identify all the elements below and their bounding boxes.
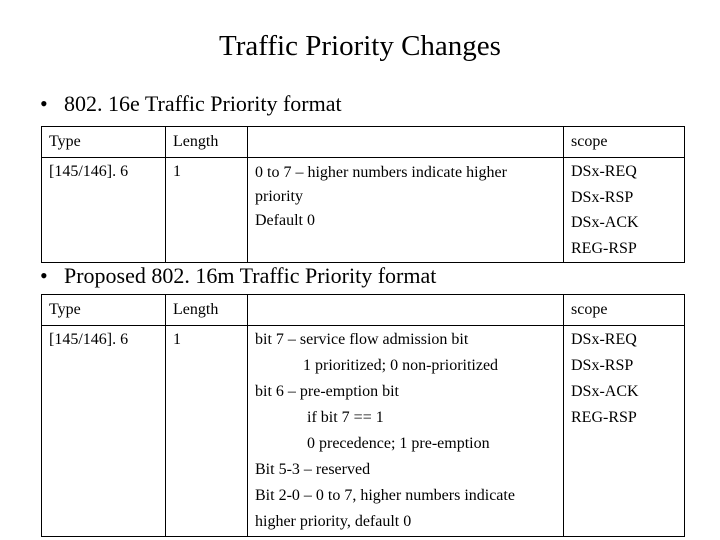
scope-item: DSx-ACK [571,383,639,400]
cell-scope [564,158,685,263]
desc-line: higher priority, default 0 [255,513,412,530]
scope-item: DSx-REQ [571,163,637,180]
header-type: Type [42,295,166,326]
slide-title: Traffic Priority Changes [219,30,501,62]
table-row [42,326,685,537]
cell-length: 1 [166,158,248,263]
desc-line: 0 to 7 – higher numbers indicate higher priority [255,164,507,205]
table-header-row [42,127,685,158]
header-blank [248,295,564,326]
cell-scope [564,326,685,537]
scope-item: DSx-ACK [571,214,639,231]
table-802-16e [41,126,685,263]
desc-line: if bit 7 == 1 [307,409,384,426]
header-length: Length [166,127,248,158]
cell-description [248,326,564,537]
cell-length: 1 [166,326,248,537]
desc-line: Bit 5-3 – reserved [255,461,371,478]
bullet-icon: • [40,91,48,116]
desc-line: Default 0 [255,212,315,229]
scope-item: REG-RSP [571,239,637,257]
desc-line: 1 prioritized; 0 non-prioritized [303,357,499,374]
cell-type: [145/146]. 6 [42,158,166,263]
bullet-icon: • [40,263,48,288]
scope-item: REG-RSP [571,409,637,426]
scope-item: DSx-REQ [571,331,637,348]
section1-heading-text: 802. 16e Traffic Priority format [64,91,342,116]
desc-line: Bit 2-0 – 0 to 7, higher numbers indicate [255,487,515,504]
table-802-16m [41,294,685,537]
desc-line: bit 7 – service flow admission bit [255,331,469,348]
section2-heading-text: Proposed 802. 16m Traffic Priority format [64,263,437,288]
header-type: Type [42,127,166,158]
section2-heading [40,262,436,290]
header-blank [248,127,564,158]
scope-item: DSx-RSP [571,357,634,374]
table-row [42,158,685,263]
header-length: Length [166,295,248,326]
cell-description [248,158,564,263]
header-scope: scope [564,295,685,326]
cell-type: [145/146]. 6 [42,326,166,537]
desc-line: bit 6 – pre-emption bit [255,383,399,400]
table-header-row [42,295,685,326]
section1-heading [40,90,342,118]
desc-line: 0 precedence; 1 pre-emption [307,435,490,452]
header-scope: scope [564,127,685,158]
scope-item: DSx-RSP [571,188,634,206]
